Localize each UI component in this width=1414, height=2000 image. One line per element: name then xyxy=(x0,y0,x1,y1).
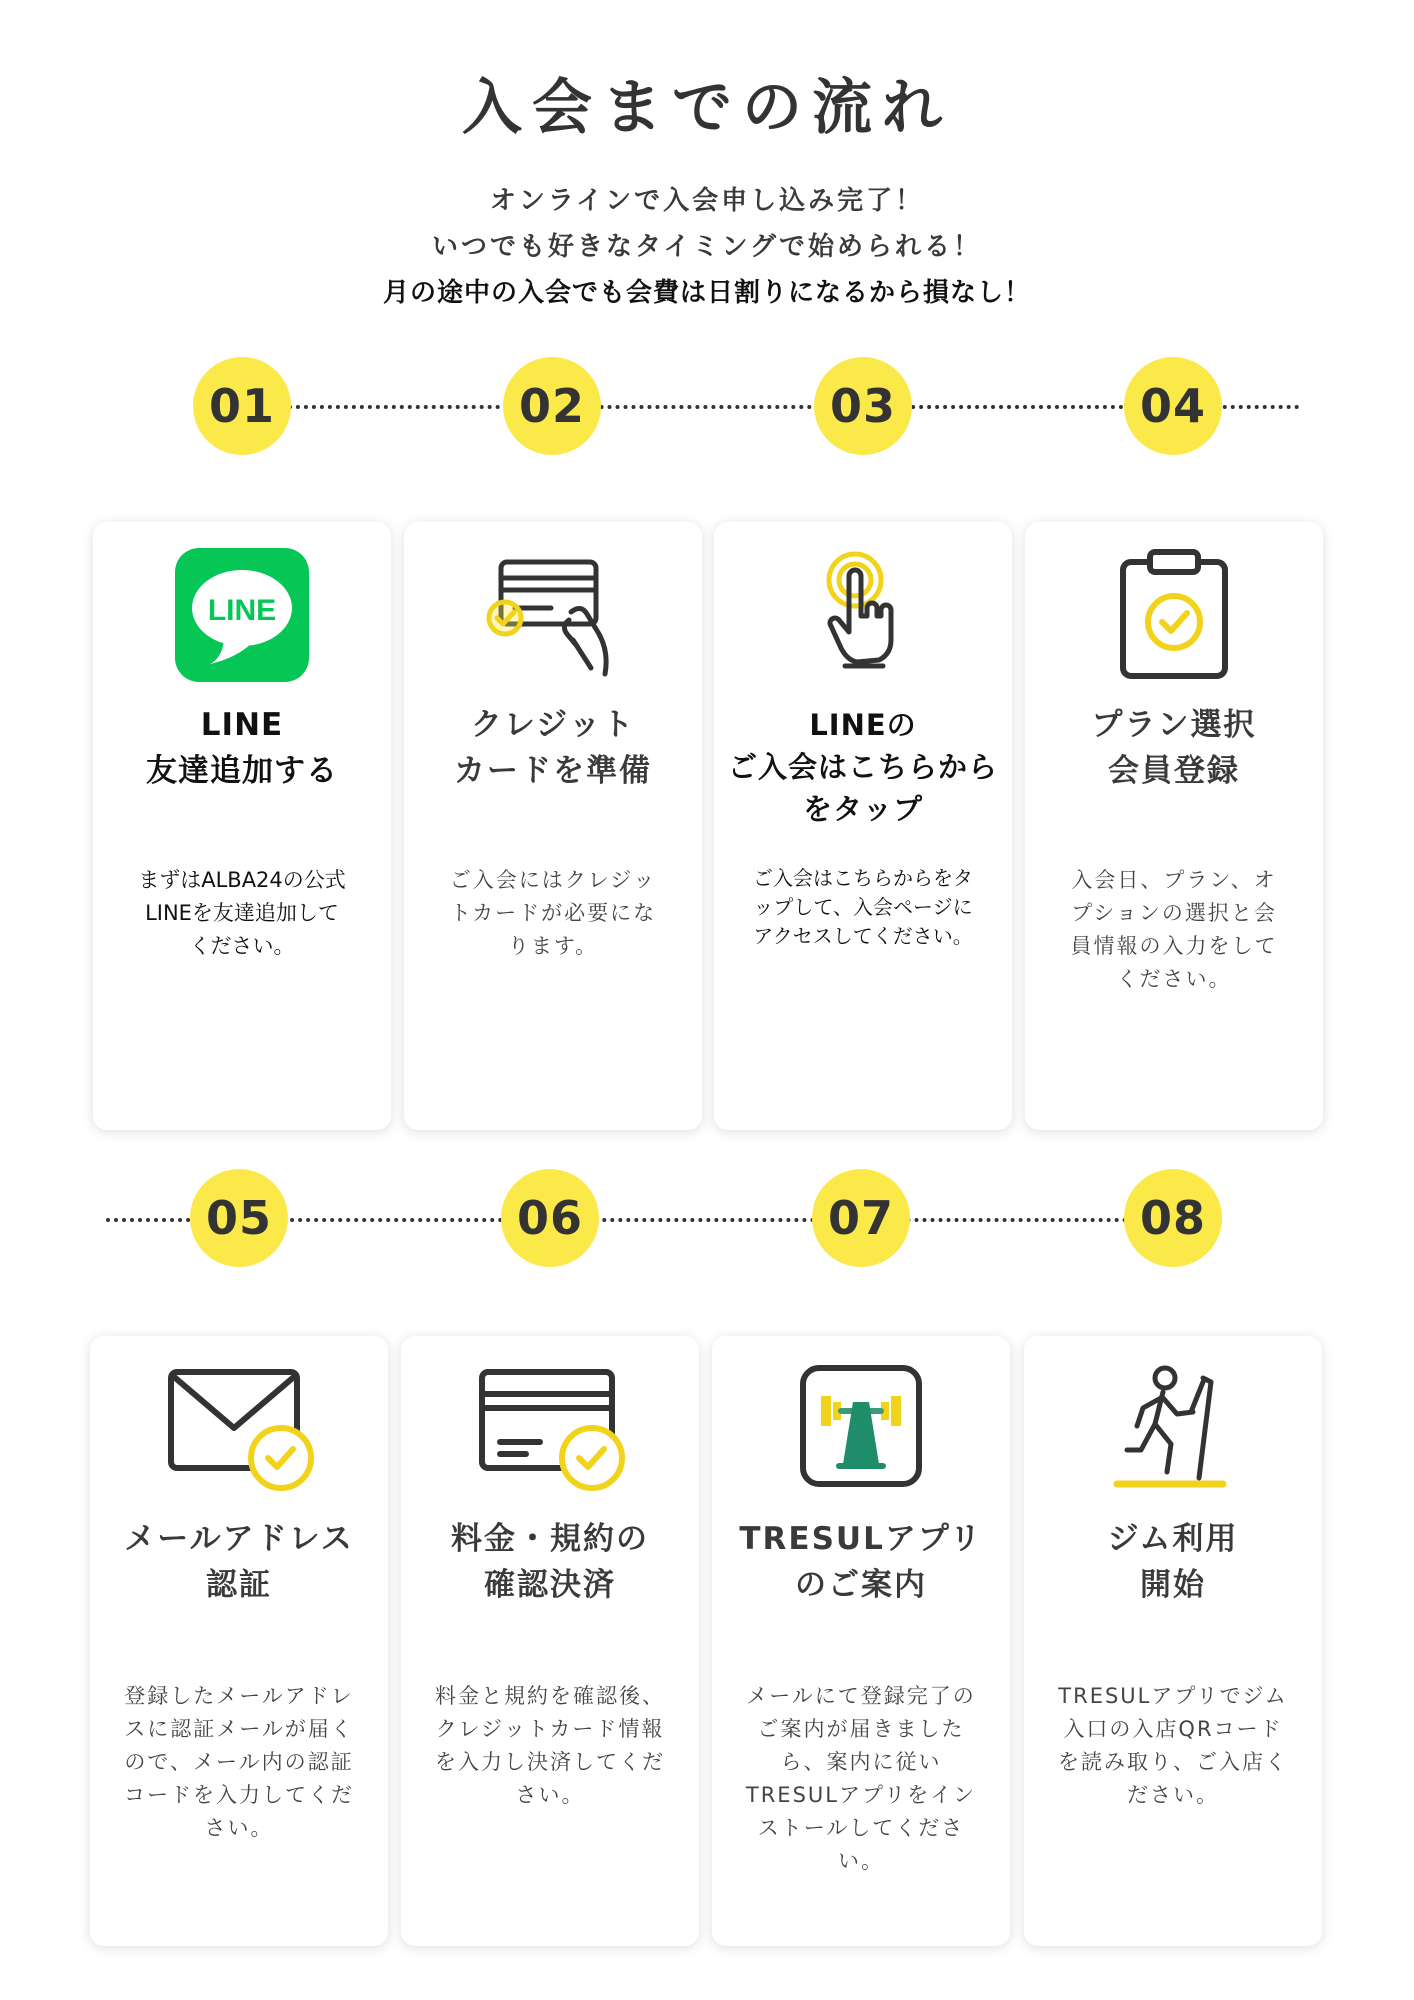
svg-text:LINE: LINE xyxy=(207,594,277,627)
step-card-6 xyxy=(401,1336,699,1946)
step-number-8: 08 xyxy=(1124,1169,1222,1267)
step-number-7: 07 xyxy=(812,1169,910,1267)
step-card-1 xyxy=(93,522,391,1130)
step-card-7 xyxy=(712,1336,1010,1946)
step-card-8 xyxy=(1024,1336,1322,1946)
step-card-4 xyxy=(1025,522,1323,1130)
step-card-5 xyxy=(90,1336,388,1946)
step-title-1: LINE 友達追加する xyxy=(146,707,338,789)
payment-card-check-icon xyxy=(470,1362,630,1497)
page-title: 入会までの流れ xyxy=(462,73,952,143)
step-number-4: 04 xyxy=(1124,357,1222,455)
step-title-8: ジム利用 開始 xyxy=(1107,1521,1239,1603)
mail-check-icon xyxy=(159,1362,319,1497)
step-card-3 xyxy=(714,522,1012,1130)
lead-line-2: いつでも好きなタイミングで始められる！ xyxy=(432,232,982,262)
step-title-6: 料金・規約の 確認決済 xyxy=(451,1521,649,1603)
step-title-2: クレジット カードを準備 xyxy=(454,707,652,789)
step-description-2: ご入会にはクレジットカードが必要になります。 xyxy=(449,868,657,958)
step-title-3: LINEの ご入会はこちらから をタップ xyxy=(727,708,998,826)
step-description-5: 登録したメールアドレスに認証メールが届くので、メール内の認証コードを入力してください。 xyxy=(124,1684,354,1840)
lead-line-3: 月の途中の入会でも会費は日割りになるから損なし！ xyxy=(382,278,1031,308)
treadmill-runner-icon xyxy=(1093,1362,1253,1497)
step-title-7: TRESULアプリ のご案内 xyxy=(739,1521,983,1603)
step-number-3: 03 xyxy=(814,357,912,455)
step-description-3: ご入会はこちらからをタップして、入会ページにアクセスしてください。 xyxy=(753,866,973,948)
step-number-6: 06 xyxy=(501,1169,599,1267)
tresul-app-icon xyxy=(781,1362,941,1497)
step-description-4: 入会日、プラン、オプションの選択と会員情報の入力をしてください。 xyxy=(1070,868,1278,991)
step-description-8: TRESULアプリでジム入口の入店QRコードを読み取り、ご入店ください。 xyxy=(1058,1684,1288,1807)
step-description-6: 料金と規約を確認後、クレジットカード情報を入力し決済してください。 xyxy=(435,1684,665,1807)
step-title-5: メールアドレス 認証 xyxy=(124,1521,354,1603)
lead-line-1: オンラインで入会申し込み完了！ xyxy=(489,186,925,216)
step-number-1: 01 xyxy=(193,357,291,455)
step-number-2: 02 xyxy=(503,357,601,455)
credit-card-hand-icon xyxy=(473,548,633,683)
line-app-icon xyxy=(162,548,322,683)
tap-hand-icon xyxy=(783,548,943,683)
step-title-4: プラン選択 会員登録 xyxy=(1091,707,1257,789)
step-description-1: まずはALBA24の公式LINEを友達追加してください。 xyxy=(138,868,346,958)
clipboard-check-icon xyxy=(1094,548,1254,683)
step-card-2 xyxy=(404,522,702,1130)
step-number-5: 05 xyxy=(190,1169,288,1267)
step-description-7: メールにて登録完了のご案内が届きましたら、案内に従いTRESULアプリをインストールしてください。 xyxy=(745,1684,977,1873)
